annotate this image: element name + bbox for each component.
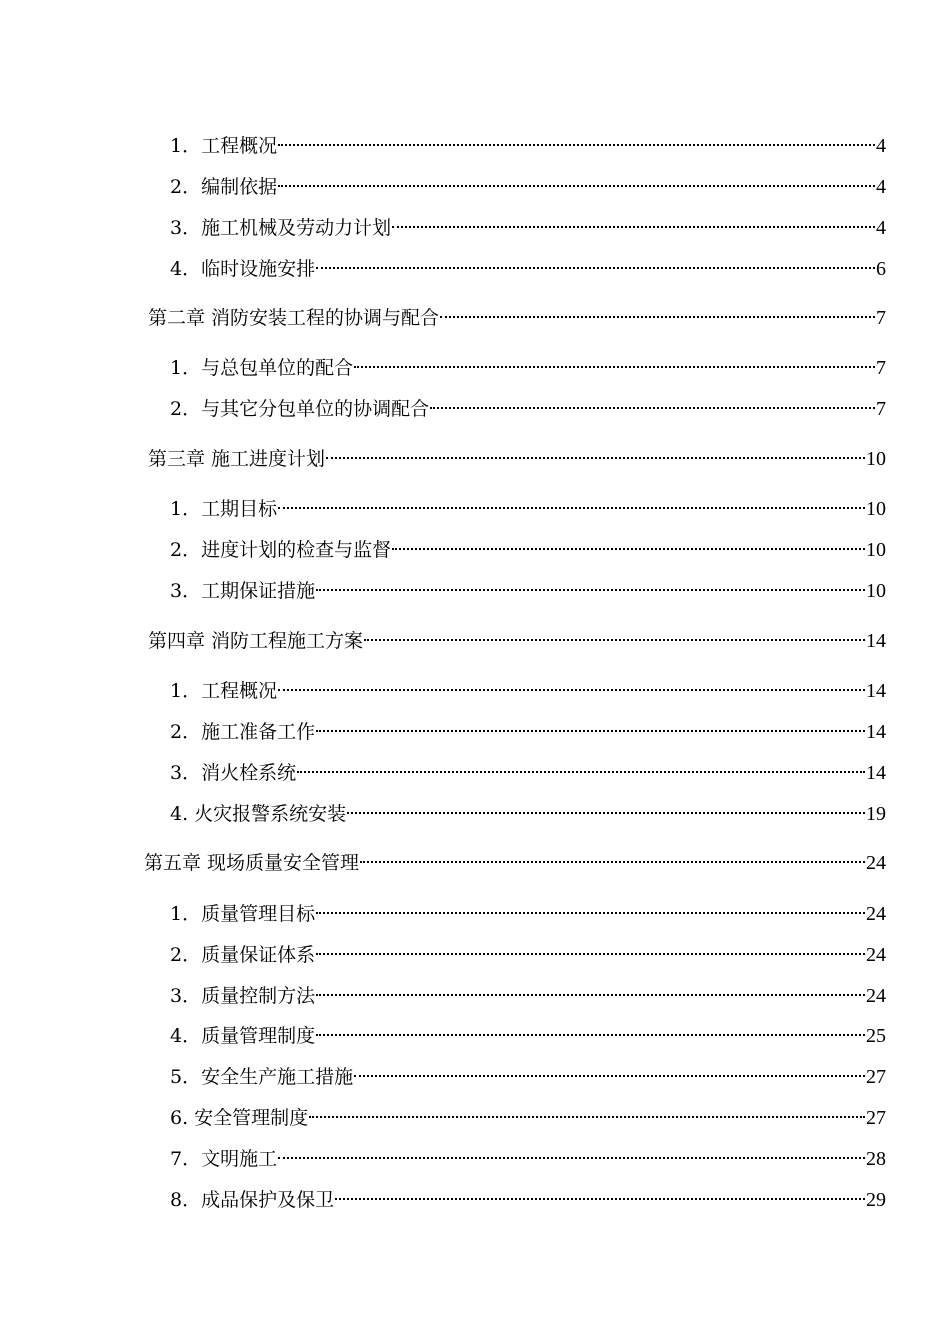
toc-entry-page: 4 <box>876 176 886 198</box>
toc-entry-title: 5．安全生产施工措施 <box>170 1066 354 1088</box>
toc-entry[interactable] <box>170 489 886 520</box>
toc-entry-page: 4 <box>876 135 886 157</box>
toc-entry-page: 10 <box>866 539 886 561</box>
toc-chapter-title: 第三章 施工进度计划 <box>148 448 326 470</box>
toc-dot-leader <box>278 126 875 152</box>
toc-entry-page: 4 <box>876 217 886 239</box>
toc-chapter-entry[interactable] <box>144 843 886 874</box>
toc-dot-leader <box>392 530 865 556</box>
toc-dot-leader <box>316 571 865 597</box>
toc-dot-leader <box>354 348 875 374</box>
toc-entry[interactable] <box>170 530 886 561</box>
toc-entry-page: 10 <box>866 498 886 520</box>
toc-dot-leader <box>309 1098 865 1124</box>
toc-dot-leader <box>335 1180 865 1206</box>
toc-entry[interactable] <box>170 1098 886 1129</box>
toc-dot-leader <box>278 1139 865 1165</box>
toc-entry-title: 3．质量控制方法 <box>170 985 316 1007</box>
toc-entry[interactable] <box>170 249 886 280</box>
toc-entry[interactable] <box>170 935 886 966</box>
toc-dot-leader <box>316 712 865 738</box>
toc-entry-title: 2．质量保证体系 <box>170 944 316 966</box>
toc-entry-page: 14 <box>866 630 886 652</box>
toc-entry[interactable] <box>170 712 886 743</box>
toc-dot-leader <box>316 249 875 275</box>
toc-entry[interactable] <box>170 571 886 602</box>
toc-entry-page: 19 <box>866 803 886 825</box>
toc-entry-title: 7．文明施工 <box>170 1148 278 1170</box>
toc-entry-title: 8．成品保护及保卫 <box>170 1189 335 1211</box>
toc-entry-page: 29 <box>866 1189 886 1211</box>
toc-entry-page: 7 <box>876 398 886 420</box>
toc-entry-page: 24 <box>866 985 886 1007</box>
toc-entry[interactable] <box>170 167 886 198</box>
toc-entry[interactable] <box>170 794 886 825</box>
toc-entry-page: 10 <box>866 448 886 470</box>
toc-dot-leader <box>297 753 865 779</box>
toc-entry-title: 2．施工准备工作 <box>170 721 316 743</box>
toc-entry-title: 4．质量管理制度 <box>170 1025 316 1047</box>
toc-chapter-title: 第四章 消防工程施工方案 <box>148 630 364 652</box>
toc-entry-page: 25 <box>866 1025 886 1047</box>
toc-entry-page: 6 <box>876 258 886 280</box>
toc-entry[interactable] <box>170 976 886 1007</box>
toc-dot-leader <box>278 167 875 193</box>
toc-dot-leader <box>316 976 865 1002</box>
toc-entry[interactable] <box>170 671 886 702</box>
toc-dot-leader <box>360 843 865 869</box>
toc-entry-title: 6. 安全管理制度 <box>170 1107 309 1129</box>
toc-entry-title: 2．与其它分包单位的协调配合 <box>170 398 430 420</box>
toc-entry[interactable] <box>170 1139 886 1170</box>
toc-entry-page: 14 <box>866 721 886 743</box>
toc-entry-page: 14 <box>866 762 886 784</box>
toc-entry-title: 2．编制依据 <box>170 176 278 198</box>
toc-entry-page: 27 <box>866 1107 886 1129</box>
toc-dot-leader <box>278 489 865 515</box>
toc-entry-page: 10 <box>866 580 886 602</box>
toc-entry-title: 1．工程概况 <box>170 680 278 702</box>
toc-entry-title: 1．工期目标 <box>170 498 278 520</box>
toc-entry-title: 1．工程概况 <box>170 135 278 157</box>
toc-entry-page: 27 <box>866 1066 886 1088</box>
toc-dot-leader <box>354 1057 865 1083</box>
toc-chapter-title: 第二章 消防安装工程的协调与配合 <box>148 307 440 329</box>
toc-entry-title: 4．临时设施安排 <box>170 258 316 280</box>
toc-dot-leader <box>316 1016 865 1042</box>
toc-chapter-entry[interactable] <box>148 298 886 329</box>
toc-entry-page: 28 <box>866 1148 886 1170</box>
toc-entry-page: 7 <box>876 307 886 329</box>
toc-dot-leader <box>392 208 875 234</box>
toc-entry-page: 24 <box>866 852 886 874</box>
toc-entry-title: 1．与总包单位的配合 <box>170 357 354 379</box>
toc-dot-leader <box>347 794 865 820</box>
toc-entry[interactable] <box>170 208 886 239</box>
toc-dot-leader <box>316 935 865 961</box>
toc-entry-page: 24 <box>866 944 886 966</box>
toc-entry-title: 3．施工机械及劳动力计划 <box>170 217 392 239</box>
toc-entry-title: 3．工期保证措施 <box>170 580 316 602</box>
toc-entry-page: 14 <box>866 680 886 702</box>
toc-entry-title: 2．进度计划的检查与监督 <box>170 539 392 561</box>
toc-dot-leader <box>326 439 865 465</box>
toc-entry-title: 3．消火栓系统 <box>170 762 297 784</box>
toc-entry[interactable] <box>170 1180 886 1211</box>
toc-chapter-entry[interactable] <box>148 439 886 470</box>
toc-dot-leader <box>440 298 875 324</box>
toc-entry[interactable] <box>170 894 886 925</box>
toc-entry[interactable] <box>170 753 886 784</box>
toc-entry[interactable] <box>170 126 886 157</box>
toc-entry[interactable] <box>170 1057 886 1088</box>
toc-entry[interactable] <box>170 348 886 379</box>
toc-entry[interactable] <box>170 1016 886 1047</box>
toc-chapter-entry[interactable] <box>148 621 886 652</box>
toc-chapter-title: 第五章 现场质量安全管理 <box>144 852 360 874</box>
toc-entry-title: 4. 火灾报警系统安装 <box>170 803 347 825</box>
toc-entry-page: 24 <box>866 903 886 925</box>
toc-dot-leader <box>364 621 865 647</box>
toc-entry-page: 7 <box>876 357 886 379</box>
toc-entry-title: 1．质量管理目标 <box>170 903 316 925</box>
toc-dot-leader <box>278 671 865 697</box>
toc-dot-leader <box>430 389 875 415</box>
toc-dot-leader <box>316 894 865 920</box>
toc-entry[interactable] <box>170 389 886 420</box>
